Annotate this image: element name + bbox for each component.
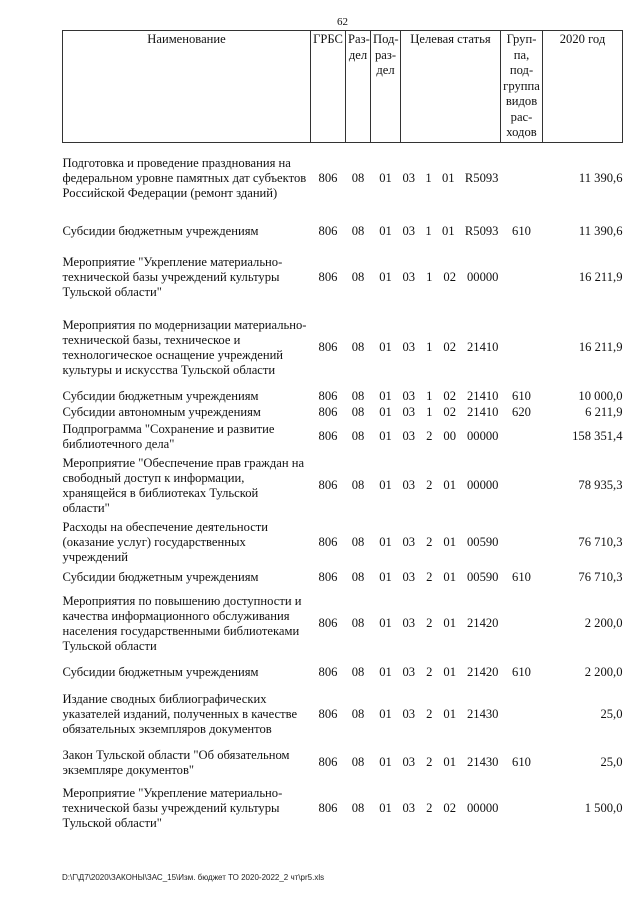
row-razdel: 08	[351, 616, 365, 630]
row-target-article	[401, 659, 501, 687]
budget-table-wrapper	[62, 30, 622, 835]
row-podrazdel: 01	[379, 665, 392, 679]
row-name: Мероприятия по повышению доступности и качества информационного обслуживания населения государственными библиотеками Тульской области	[62, 593, 302, 653]
target-article-part: 03	[402, 171, 416, 186]
target-article-parts	[401, 616, 501, 631]
row-target-article	[401, 389, 501, 405]
target-article-part: R5093	[464, 171, 499, 186]
row-podrazdel: 01	[379, 405, 392, 419]
row-podrazdel: 01	[379, 171, 392, 186]
row-sum-2020: 158 351,4	[572, 429, 623, 443]
row-razdel: 08	[351, 665, 365, 679]
row-grbs: 806	[318, 616, 338, 630]
target-article-part: 2	[426, 755, 433, 769]
row-sum-2020: 6 211,9	[585, 405, 623, 419]
target-article-part: 21420	[466, 665, 499, 679]
row-target-article	[401, 453, 501, 519]
target-article-part: 01	[443, 478, 456, 492]
target-article-parts	[401, 171, 501, 186]
row-razdel: 08	[351, 755, 365, 769]
row-sum-2020: 11 390,6	[578, 171, 623, 186]
target-article-part: 21410	[466, 389, 499, 403]
row-razdel: 08	[351, 224, 365, 238]
row-razdel: 08	[351, 389, 365, 403]
row-expense-group	[501, 421, 543, 453]
row-razdel: 08	[351, 270, 365, 284]
target-article-part: 02	[443, 389, 456, 403]
target-article-part: 03	[402, 405, 416, 419]
target-article-part: 00000	[466, 801, 499, 815]
row-name: Мероприятие "Укрепление материально-технической базы учреждений культуры Тульской области"	[62, 786, 283, 830]
row-sum-2020: 25,0	[600, 755, 623, 769]
row-target-article	[401, 307, 501, 389]
row-podrazdel: 01	[379, 478, 392, 492]
table-row	[63, 421, 623, 453]
target-article-part: 00	[443, 429, 456, 443]
target-article-part: 01	[443, 707, 456, 721]
table-row	[63, 307, 623, 389]
row-podrazdel: 01	[379, 801, 392, 815]
row-target-article	[401, 405, 501, 421]
row-grbs: 806	[318, 801, 338, 815]
row-podrazdel: 01	[379, 224, 392, 238]
target-article-part: 02	[443, 340, 456, 354]
table-row	[63, 589, 623, 659]
row-podrazdel: 01	[379, 429, 392, 443]
target-article-parts	[401, 270, 501, 285]
header-grbs: ГРБС	[311, 31, 346, 143]
target-article-part: 02	[443, 801, 456, 815]
header-name: Наименование	[63, 31, 311, 143]
target-article-part: 01	[443, 755, 456, 769]
row-name: Субсидии бюджетным учреждениям	[62, 389, 259, 403]
row-razdel: 08	[351, 429, 365, 443]
row-name: Субсидии бюджетным учреждениям	[62, 570, 259, 584]
target-article-part: 2	[426, 665, 433, 679]
target-article-part: 03	[402, 224, 416, 238]
table-row	[63, 143, 623, 215]
row-grbs: 806	[318, 405, 338, 419]
row-grbs: 806	[318, 270, 338, 284]
row-razdel: 08	[351, 535, 365, 549]
target-article-part: 00000	[466, 429, 499, 443]
row-target-article	[401, 143, 501, 215]
table-row	[63, 389, 623, 405]
row-sum-2020: 1 500,0	[584, 801, 623, 815]
target-article-part: 03	[402, 535, 416, 549]
target-article-part: 03	[402, 616, 416, 630]
target-article-parts	[401, 340, 501, 355]
target-article-parts	[401, 535, 501, 550]
target-article-parts	[401, 801, 501, 816]
row-name: Субсидии бюджетным учреждениям	[62, 224, 259, 238]
table-row	[63, 405, 623, 421]
target-article-part: 2	[426, 478, 433, 492]
row-expense-group: 610	[512, 224, 531, 238]
row-name: Субсидии бюджетным учреждениям	[62, 665, 259, 679]
row-sum-2020: 10 000,0	[578, 389, 623, 403]
table-row	[63, 215, 623, 249]
target-article-part: 2	[426, 707, 433, 721]
row-name: Издание сводных библиографических указателей изданий, полученных в качестве обязательных экземпляров документов	[62, 692, 298, 736]
row-grbs: 806	[318, 340, 338, 354]
target-article-parts	[401, 755, 501, 770]
row-sum-2020: 2 200,0	[584, 616, 623, 630]
target-article-parts	[401, 707, 501, 722]
target-article-part: 1	[426, 389, 433, 403]
row-sum-2020: 76 710,3	[578, 535, 623, 549]
row-expense-group	[501, 143, 543, 215]
row-razdel: 08	[351, 570, 365, 584]
target-article-part: 2	[426, 570, 433, 584]
row-razdel: 08	[351, 405, 365, 419]
file-path-footer: D:\Г\Д7\2020\ЗАКОНЫ\ЗАС_15\Изм. бюджет ТО 2020-2022_2 чт\pr5.xls	[62, 873, 325, 882]
row-podrazdel: 01	[379, 755, 392, 769]
row-expense-group: 610	[512, 389, 531, 403]
row-target-article	[401, 743, 501, 783]
row-podrazdel: 01	[379, 270, 392, 284]
row-grbs: 806	[318, 429, 338, 443]
row-expense-group	[501, 307, 543, 389]
row-expense-group	[501, 589, 543, 659]
target-article-part: 21410	[466, 405, 499, 419]
table-body	[63, 143, 623, 835]
row-name: Мероприятие "Укрепление материально-технической базы учреждений культуры Тульской области"	[62, 255, 283, 299]
row-target-article	[401, 589, 501, 659]
target-article-part: 03	[402, 665, 416, 679]
target-article-part: 02	[443, 405, 456, 419]
target-article-part: 1	[425, 171, 432, 186]
target-article-part: 1	[425, 224, 432, 238]
row-target-article	[401, 215, 501, 249]
row-podrazdel: 01	[379, 570, 392, 584]
target-article-part: 03	[402, 429, 416, 443]
row-expense-group: 610	[512, 570, 531, 584]
row-expense-group: 610	[512, 665, 531, 679]
header-expense-group: Груп-па, под-группа видов рас-ходов	[501, 31, 543, 143]
target-article-part: 03	[402, 389, 416, 403]
row-grbs: 806	[318, 707, 338, 721]
target-article-part: 2	[426, 429, 433, 443]
budget-table	[62, 30, 623, 835]
row-grbs: 806	[318, 224, 338, 238]
row-expense-group: 620	[512, 405, 531, 419]
target-article-part: 01	[443, 665, 456, 679]
row-target-article	[401, 687, 501, 743]
target-article-part: 21430	[466, 707, 499, 721]
row-expense-group	[501, 453, 543, 519]
target-article-part: 03	[402, 801, 416, 815]
row-sum-2020: 11 390,6	[578, 224, 623, 238]
row-target-article	[401, 249, 501, 307]
target-article-part: 2	[426, 801, 433, 815]
row-name: Подготовка и проведение празднования на федеральном уровне памятных дат субъектов Российской Федерации (ремонт зданий)	[62, 156, 307, 201]
table-row	[63, 659, 623, 687]
table-header-row	[63, 31, 623, 143]
row-expense-group	[501, 783, 543, 835]
row-podrazdel: 01	[379, 535, 392, 549]
target-article-part: 00590	[466, 535, 499, 549]
row-podrazdel: 01	[379, 340, 392, 354]
row-podrazdel: 01	[379, 389, 392, 403]
header-razdel: Раз-дел	[346, 31, 371, 143]
row-razdel: 08	[351, 478, 365, 492]
row-name: Мероприятия по модернизации материально-технической базы, техническое и технологическое оснащение учреждений культуры и искусства Тульской области	[62, 317, 307, 377]
target-article-part: 01	[443, 535, 456, 549]
target-article-parts	[401, 429, 501, 444]
target-article-part: 03	[402, 755, 416, 769]
target-article-part: 2	[426, 616, 433, 630]
target-article-part: 00000	[466, 270, 499, 284]
row-target-article	[401, 567, 501, 589]
table-row	[63, 687, 623, 743]
row-grbs: 806	[318, 389, 338, 403]
target-article-part: 01	[443, 616, 456, 630]
target-article-part: 02	[443, 270, 456, 284]
row-name: Подпрограмма "Сохранение и развитие библиотечного дела"	[62, 421, 275, 451]
header-year-2020: 2020 год	[543, 31, 623, 143]
target-article-parts	[401, 224, 501, 239]
row-expense-group	[501, 687, 543, 743]
table-row	[63, 453, 623, 519]
row-razdel: 08	[351, 340, 365, 354]
target-article-part: R5093	[464, 224, 499, 238]
row-sum-2020: 2 200,0	[584, 665, 623, 679]
target-article-parts	[401, 478, 501, 493]
row-sum-2020: 25,0	[600, 707, 623, 721]
row-name: Субсидии автономным учреждениям	[62, 405, 261, 419]
row-sum-2020: 16 211,9	[578, 270, 623, 284]
target-article-parts	[401, 570, 501, 585]
target-article-part: 01	[441, 171, 455, 186]
target-article-part: 21420	[466, 616, 499, 630]
row-razdel: 08	[351, 171, 365, 186]
row-grbs: 806	[318, 570, 338, 584]
header-podrazdel: Под-раз-дел	[371, 31, 401, 143]
row-grbs: 806	[318, 171, 338, 186]
row-grbs: 806	[318, 535, 338, 549]
table-row	[63, 519, 623, 567]
target-article-part: 21410	[466, 340, 499, 354]
target-article-part: 03	[402, 270, 416, 284]
row-grbs: 806	[318, 665, 338, 679]
target-article-part: 2	[426, 535, 433, 549]
row-target-article	[401, 421, 501, 453]
row-target-article	[401, 783, 501, 835]
target-article-part: 01	[443, 570, 456, 584]
target-article-part: 00000	[466, 478, 499, 492]
row-expense-group	[501, 249, 543, 307]
row-sum-2020: 16 211,9	[578, 340, 623, 354]
target-article-part: 21430	[466, 755, 499, 769]
target-article-part: 03	[402, 478, 416, 492]
target-article-part: 03	[402, 340, 416, 354]
table-row	[63, 743, 623, 783]
row-sum-2020: 76 710,3	[578, 570, 623, 584]
row-grbs: 806	[318, 755, 338, 769]
target-article-parts	[401, 389, 501, 404]
target-article-part: 03	[402, 570, 416, 584]
target-article-part: 1	[426, 270, 433, 284]
row-razdel: 08	[351, 707, 365, 721]
row-podrazdel: 01	[379, 616, 392, 630]
row-expense-group	[501, 519, 543, 567]
row-expense-group: 610	[512, 755, 531, 769]
target-article-parts	[401, 665, 501, 680]
row-razdel: 08	[351, 801, 365, 815]
header-target-article: Целевая статья	[401, 31, 501, 143]
table-row	[63, 249, 623, 307]
row-name: Мероприятие "Обеспечение прав граждан на свободный доступ к информации, хранящейся в библиотеках Тульской области"	[62, 455, 305, 515]
row-grbs: 806	[318, 478, 338, 492]
target-article-parts	[401, 405, 501, 420]
target-article-part: 00590	[466, 570, 499, 584]
row-name: Закон Тульской области "Об обязательном экземпляре документов"	[62, 747, 290, 777]
row-name: Расходы на обеспечение деятельности (оказание услуг) государственных учреждений	[62, 520, 269, 564]
table-row	[63, 567, 623, 589]
row-target-article	[401, 519, 501, 567]
row-sum-2020: 78 935,3	[578, 478, 623, 492]
table-row	[63, 783, 623, 835]
row-podrazdel: 01	[379, 707, 392, 721]
page-number: 62	[337, 16, 348, 28]
target-article-part: 1	[426, 405, 433, 419]
target-article-part: 03	[402, 707, 416, 721]
target-article-part: 1	[426, 340, 433, 354]
target-article-part: 01	[441, 224, 455, 238]
